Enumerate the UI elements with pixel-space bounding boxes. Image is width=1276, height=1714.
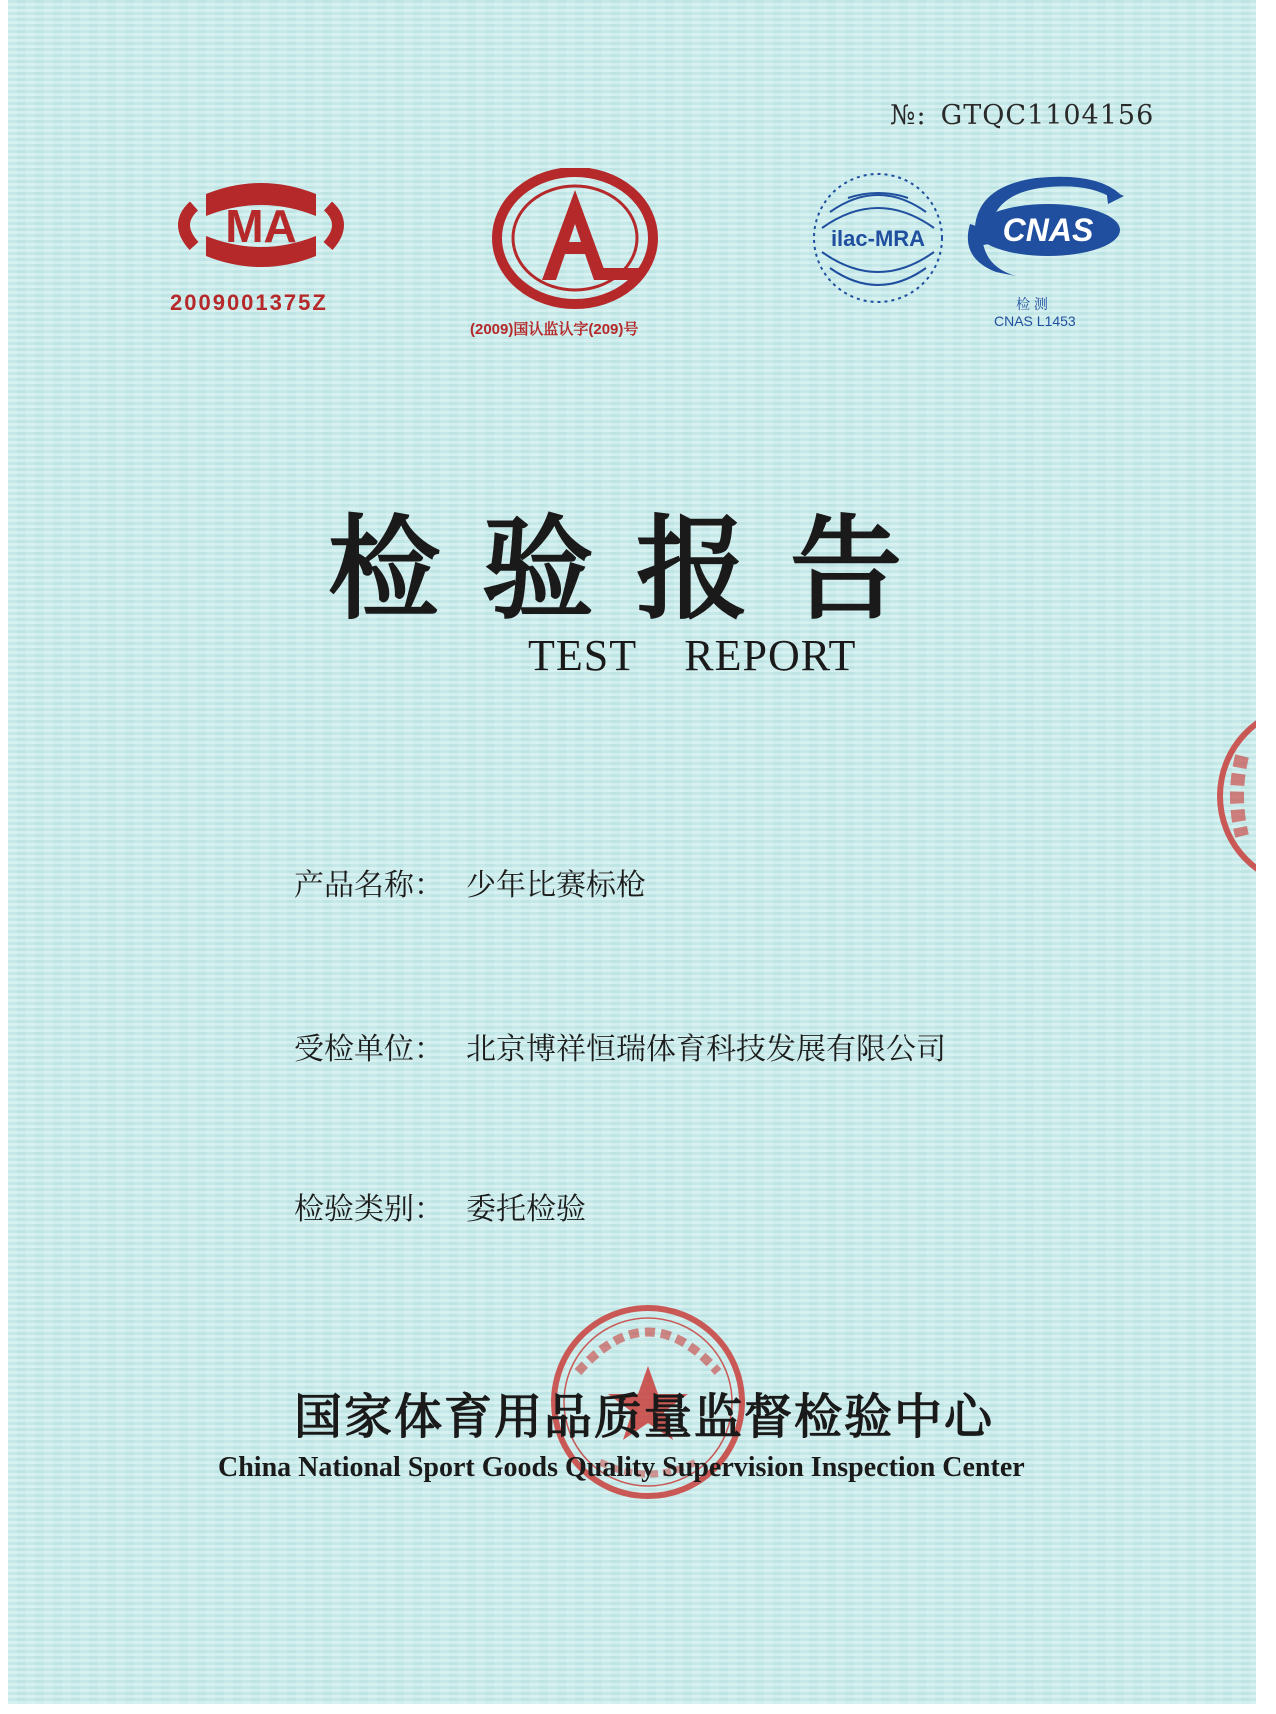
field-product-name bbox=[294, 860, 646, 904]
cal-caption: (2009)国认监认字(209)号 bbox=[470, 321, 639, 338]
page-subtitle: TEST REPORT bbox=[528, 631, 857, 680]
cal-logo bbox=[490, 168, 660, 318]
page-title: 检验报告 bbox=[328, 504, 944, 635]
ilac-mra-logo bbox=[808, 168, 948, 308]
cma-logo bbox=[166, 176, 356, 286]
issuer-name-en: China National Sport Goods Quality Supervision Inspection Center bbox=[218, 1452, 1025, 1483]
cal-mark-icon bbox=[490, 168, 660, 318]
field-label: 检验类别： bbox=[294, 1192, 444, 1227]
field-client bbox=[294, 1024, 946, 1068]
field-value: 委托检验 bbox=[466, 1192, 586, 1227]
cnas-mark-text: CNAS bbox=[1002, 212, 1094, 248]
cnas-caption-code: CNAS L1453 bbox=[994, 313, 1076, 329]
cnas-logo bbox=[956, 168, 1126, 298]
ilac-globe-icon bbox=[808, 168, 948, 308]
cma-number: 2009001375Z bbox=[170, 290, 328, 315]
report-number bbox=[890, 100, 1154, 131]
issuer-name-cn: 国家体育用品质量监督检验中心 bbox=[294, 1389, 995, 1445]
field-test-type bbox=[294, 1184, 586, 1228]
report-number-symbol: №: bbox=[890, 100, 927, 131]
cnas-mark-icon bbox=[956, 168, 1126, 298]
cma-mark-icon bbox=[166, 176, 356, 286]
field-value: 少年比赛标枪 bbox=[466, 868, 646, 903]
ilac-mark-text: ilac-MRA bbox=[830, 226, 926, 251]
edge-seal bbox=[1212, 696, 1256, 896]
report-number-value: GTQC1104156 bbox=[940, 100, 1155, 131]
edge-seal-icon bbox=[1212, 696, 1256, 896]
cma-mark-text: MA bbox=[225, 200, 297, 252]
field-value: 北京博祥恒瑞体育科技发展有限公司 bbox=[466, 1032, 946, 1067]
cnas-caption-cn: 检 测 bbox=[1016, 296, 1048, 312]
cal-mark-text: A bbox=[574, 313, 576, 314]
field-label: 产品名称： bbox=[294, 868, 444, 903]
field-label: 受检单位： bbox=[294, 1032, 444, 1067]
certificate-page bbox=[8, 0, 1256, 1704]
